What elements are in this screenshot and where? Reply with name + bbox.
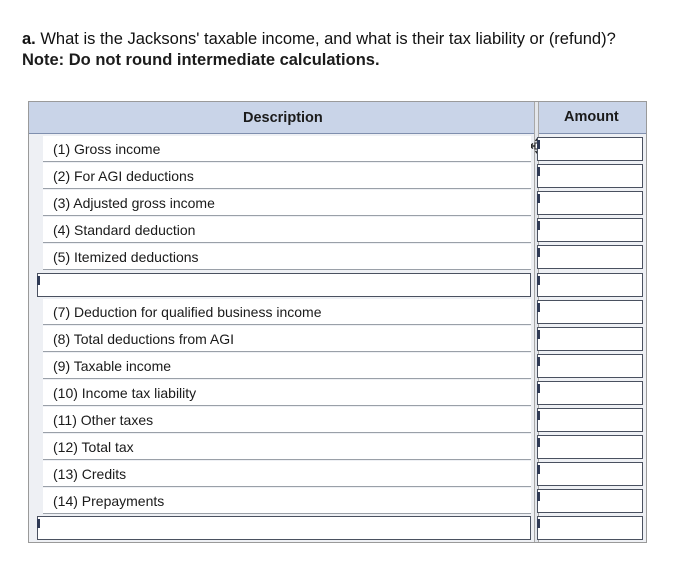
row-description-label: (7) Deduction for qualified business income <box>53 304 322 320</box>
cell-marker-icon <box>537 384 540 393</box>
amount-input[interactable] <box>537 516 643 540</box>
cell-marker-icon <box>537 519 540 528</box>
row-description-label: (9) Taxable income <box>53 358 172 374</box>
cell-marker-icon <box>537 411 540 420</box>
row-description-label: (13) Credits <box>53 466 127 482</box>
cell-marker-icon <box>537 465 540 474</box>
amount-input[interactable] <box>537 164 643 188</box>
amount-input[interactable] <box>537 489 643 513</box>
row-description <box>43 407 531 433</box>
row-description <box>43 299 531 325</box>
cell-marker-icon <box>537 357 540 366</box>
cell-marker-icon <box>537 276 540 285</box>
row-description-label: (1) Gross income <box>53 141 161 157</box>
row-description <box>43 353 531 379</box>
question-note: Note: Do not round intermediate calculations. <box>22 51 380 69</box>
row-description-label: (4) Standard deduction <box>53 222 196 238</box>
row-description <box>43 190 531 216</box>
cell-marker-icon <box>37 276 40 285</box>
question-body: What is the Jacksons' taxable income, and what is their tax liability or (refund)? <box>35 30 616 48</box>
amount-input[interactable] <box>537 462 643 486</box>
amount-input[interactable] <box>537 354 643 378</box>
row-description-label: (8) Total deductions from AGI <box>53 331 235 347</box>
cell-marker-icon <box>537 140 540 149</box>
cell-marker-icon <box>37 519 40 528</box>
row-description-label: (2) For AGI deductions <box>53 168 194 184</box>
row-description-label: (10) Income tax liability <box>53 385 197 401</box>
row-description-label: (12) Total tax <box>53 439 134 455</box>
amount-input[interactable] <box>537 218 643 242</box>
row-description-label: (5) Itemized deductions <box>53 249 199 265</box>
tax-worksheet-table <box>28 101 647 543</box>
row-description <box>43 380 531 406</box>
amount-input[interactable] <box>537 327 643 351</box>
row-description <box>43 244 531 270</box>
row-description-label: (3) Adjusted gross income <box>53 195 215 211</box>
cell-marker-icon <box>537 303 540 312</box>
row-description <box>43 434 531 460</box>
description-column-header <box>29 102 534 134</box>
cell-marker-icon <box>537 492 540 501</box>
row-description-label: (11) Other taxes <box>53 412 154 428</box>
row-description <box>43 163 531 189</box>
amount-input[interactable] <box>537 245 643 269</box>
cell-marker-icon <box>537 221 540 230</box>
amount-input[interactable] <box>537 381 643 405</box>
amount-input[interactable] <box>537 191 643 215</box>
cell-marker-icon <box>537 194 540 203</box>
row-description-input[interactable] <box>37 516 531 540</box>
amount-header-label: Amount <box>564 109 619 125</box>
cell-marker-icon <box>537 167 540 176</box>
row-description-input[interactable] <box>37 273 531 297</box>
amount-input[interactable] <box>537 137 643 161</box>
question-text <box>22 29 616 71</box>
row-description <box>43 461 531 487</box>
amount-column-header <box>539 102 646 134</box>
amount-input[interactable] <box>537 408 643 432</box>
question-part-label: a. <box>22 30 36 48</box>
row-description <box>43 488 531 514</box>
amount-input[interactable] <box>537 300 643 324</box>
amount-input[interactable] <box>537 273 643 297</box>
cell-marker-icon <box>537 330 540 339</box>
row-description-label: (14) Prepayments <box>53 493 165 509</box>
description-header-label: Description <box>243 110 323 126</box>
row-description <box>43 136 531 162</box>
cell-marker-icon <box>537 438 540 447</box>
cell-marker-icon <box>537 248 540 257</box>
amount-input[interactable] <box>537 435 643 459</box>
row-description <box>43 326 531 352</box>
row-description <box>43 217 531 243</box>
